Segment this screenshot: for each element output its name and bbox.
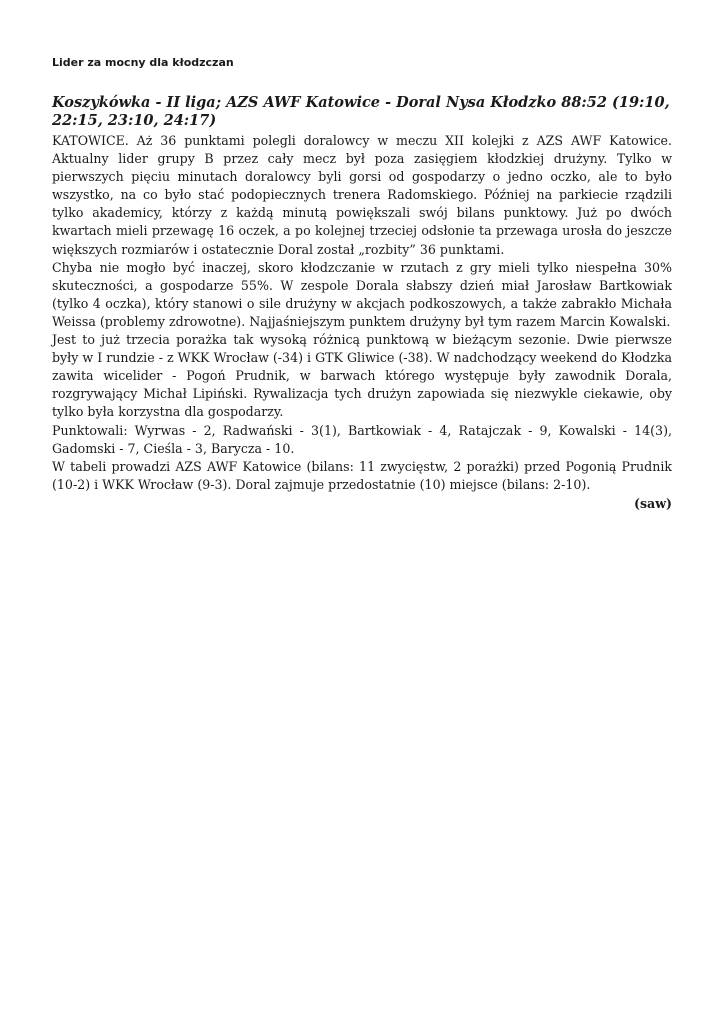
article-paragraph: W tabeli prowadzi AZS AWF Katowice (bilans: 11 zwycięstw, 2 porażki) przed Pogonią Prudnik (10-2) i WKK Wrocław (9-3). Doral zajmuje przedostatnie (10) miejsce (bilans: 2-10). <box>52 458 672 492</box>
article <box>52 55 672 513</box>
article-paragraph: KATOWICE. Aż 36 punktami polegli doralowcy w meczu XII kolejki z AZS AWF Katowice. Aktualny lider grupy B przez cały mecz był poza zasięgiem kłodzkiej drużyny. Tylko w pierwszych pięciu minutach doralowcy byli gorsi od gospodarzy o jedno oczko, ale to było wszystko, na co było stać podopiecznych trenera Radomskiego. Później na parkiecie rządzili tylko akademicy, którzy z każdą minutą powiększali swój bilans punktowy. Już po dwóch kwartach mieli przewagę 16 oczek, a po kolejnej trzeciej odsłonie ta przewaga urosła do jeszcze większych rozmiarów i ostatecznie Doral został „rozbity” 36 punktami. <box>52 133 672 257</box>
article-headline: Koszykówka - II liga; AZS AWF Katowice - Doral Nysa Kłodzko 88:52 (19:10, 22:15, 23:10, 24:17) <box>52 94 670 129</box>
article-kicker: Lider za mocny dla kłodzczan <box>52 56 234 69</box>
article-paragraph: Punktowali: Wyrwas - 2, Radwański - 3(1), Bartkowiak - 4, Ratajczak - 9, Kowalski - 14(3), Gadomski - 7, Cieśla - 3, Barycza - 10. <box>52 422 672 456</box>
article-paragraph: Jest to już trzecia porażka tak wysoką różnicą punktową w bieżącym sezonie. Dwie pierwsze były w I rundzie - z WKK Wrocław (-34) i GTK Gliwice (-38). W nadchodzący weekend do Kłodzka zawita wicelider - Pogoń Prudnik, w barwach którego występuje były zawodnik Dorala, rozgrywający Michał Lipiński. Rywalizacja tych drużyn zapowiada się niezwykle ciekawie, oby tylko była korzystna dla gospodarzy. <box>52 332 672 420</box>
article-signature: (saw) <box>633 495 672 511</box>
article-paragraph: Chyba nie mogło być inaczej, skoro kłodzczanie w rzutach z gry mieli tylko niespełna 30% skuteczności, a gospodarze 55%. W zespole Dorala słabszy dzień miał Jarosław Bartkowiak (tylko 4 oczka), który stanowi o sile drużyny w akcjach podkoszowych, a także zabrakło Michała Weissa (problemy zdrowotne). Najjaśniejszym punktem drużyny był tym razem Marcin Kowalski. <box>52 259 672 329</box>
article-body <box>52 132 672 494</box>
